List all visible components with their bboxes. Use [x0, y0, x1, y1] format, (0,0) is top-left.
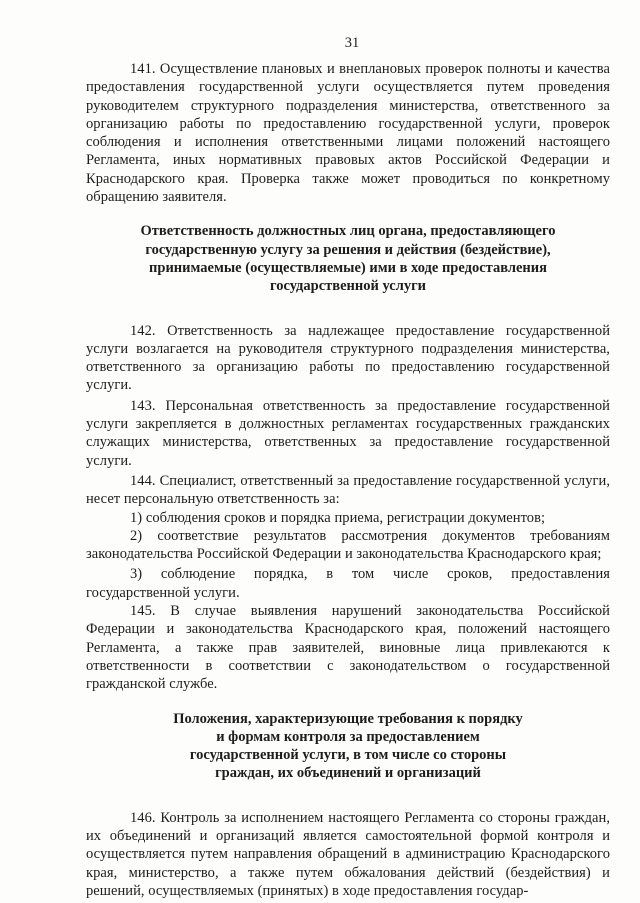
paragraph-143: 143. Персональная ответственность за предоставление государственной услуги закрепляется в должностных регламентах государственных гражданских служащих министерства, ответственных за предоставление государственной услуги.	[86, 397, 610, 469]
list-item-144-1: 1) соблюдения сроков и порядка приема, регистрации документов;	[130, 509, 546, 526]
heading-line: государственной услуги, в том числе со стороны	[189, 747, 507, 764]
list-item-144-2: 2) соответствие результатов рассмотрения документов требованиям законодательства Российской Федерации и законодательства Краснодарского края;	[86, 527, 610, 563]
paragraph-144: 144. Специалист, ответственный за предоставление государственной услуги, несет персональную ответственность за:	[86, 472, 610, 508]
heading-line: Положения, характеризующие требования к порядку	[173, 710, 523, 727]
heading-line: принимаемые (осуществляемые) ими в ходе предоставления	[149, 259, 547, 276]
heading-line: и формам контроля за предоставлением	[216, 728, 480, 745]
heading-line: государственную услугу за решения и действия (бездействие),	[145, 241, 551, 258]
paragraph-141: 141. Осуществление плановых и внеплановых проверок полноты и качества предоставления государственной услуги осуществляется путем проведения руководителем структурного подразделения министерства, ответственного за организацию работы по предоставлению государственной услуги, проверок соблюдения и исполнения ответственными лицами положений настоящего Регламента, иных нормативных правовых актов Российской Федерации и Краснодарского края. Проверка также может проводиться по конкретному обращению заявителя.	[86, 61, 610, 206]
section-heading-responsibility	[86, 222, 610, 295]
heading-line: государственной услуги	[269, 278, 427, 295]
page-number: 31	[344, 35, 360, 51]
paragraph-145: 145. В случае выявления нарушений законодательства Российской Федерации и законодательства Краснодарского края, положений настоящего Регламента, а также прав заявителей, виновные лица привлекаются к ответственности в соответствии с законодательством о государственной гражданской службе.	[86, 603, 610, 693]
paragraph-142: 142. Ответственность за надлежащее предоставление государственной услуги возлагается на руководителя структурного подразделения министерства, ответственного за организацию работы по предоставлению государственной услуги.	[86, 322, 610, 394]
heading-line: граждан, их объединений и организаций	[215, 765, 481, 782]
paragraph-146: 146. Контроль за исполнением настоящего Регламента со стороны граждан, их объединений и организаций является самостоятельной формой контроля и осуществляется путем направления обращений в администрацию Краснодарского края, министерство, а также путем обжалования действий (бездействия) и решений, осуществляемых (принятых) в ходе предоставления государ-	[86, 809, 610, 899]
heading-line: Ответственность должностных лиц органа, предоставляющего	[140, 223, 556, 240]
section-heading-control	[86, 710, 610, 783]
list-item-144-3: 3) соблюдение порядка, в том числе сроков, предоставления государственной услуги.	[86, 566, 610, 601]
